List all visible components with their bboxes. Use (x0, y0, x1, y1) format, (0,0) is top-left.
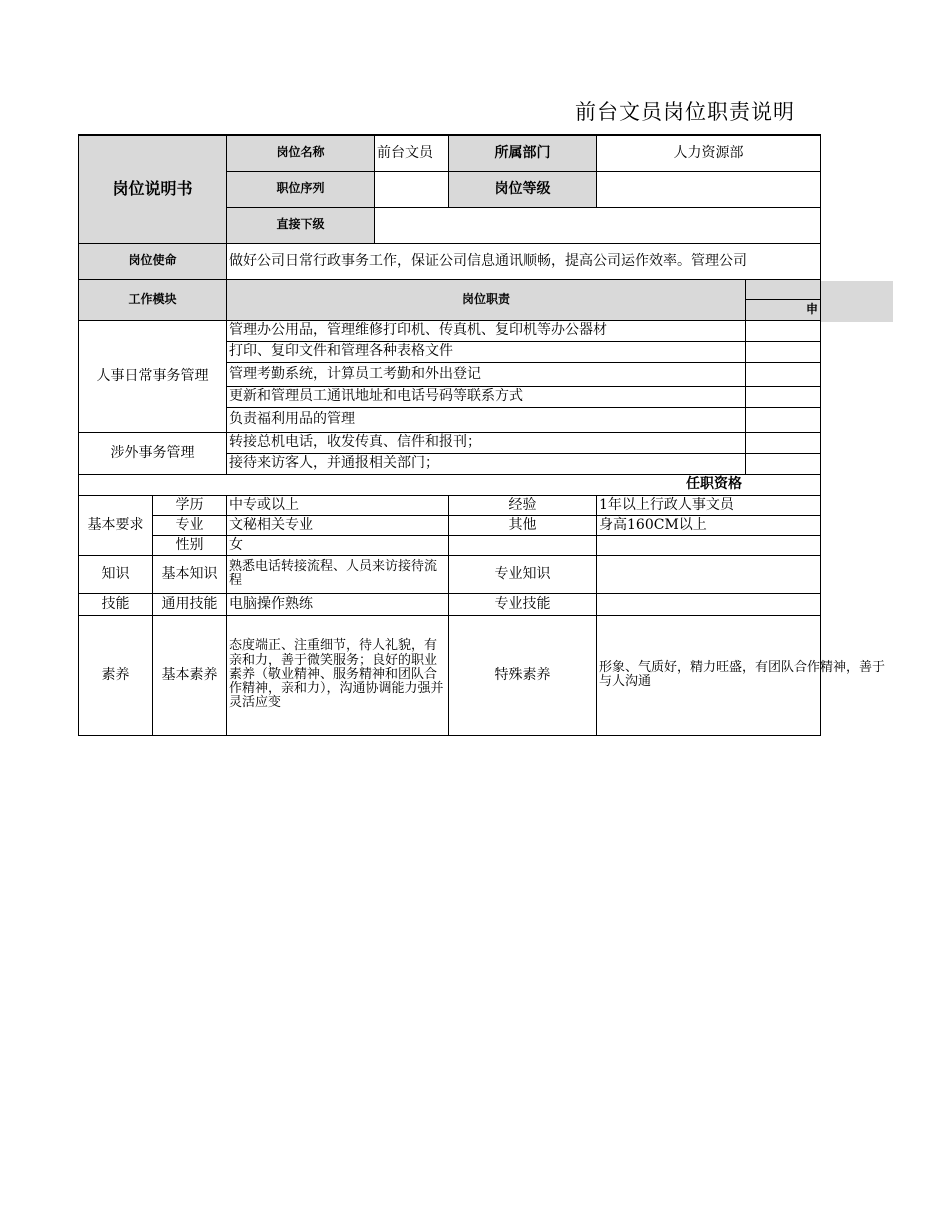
qualifications-title: 任职资格 (79, 474, 821, 495)
duty-row (79, 432, 821, 453)
duty-item: 管理办公用品，管理维修打印机、传真机、复印机等办公器材 (227, 320, 746, 341)
duty-row (79, 320, 821, 341)
offsheet-header-cell (820, 281, 893, 322)
general-skill-value: 电脑操作熟练 (227, 593, 449, 615)
other-value: 身高160CM以上 (597, 515, 821, 535)
pro-knowledge-label: 专业知识 (449, 555, 597, 593)
duty-extra-cell (746, 386, 821, 407)
basic-knowledge-value: 熟悉电话转接流程、人员来访接待流程 (227, 555, 449, 593)
department-label: 所属部门 (449, 135, 597, 171)
education-label: 学历 (153, 495, 227, 515)
duty-extra-cell (746, 320, 821, 341)
duty-item: 管理考勤系统，计算员工考勤和外出登记 (227, 362, 746, 386)
extra-header-cut: 申 (746, 299, 821, 320)
mission-text: 做好公司日常行政事务工作，保证公司信息通讯顺畅，提高公司运作效率。管理公司 (227, 243, 821, 279)
duty-extra-cell (746, 407, 821, 432)
module-header: 工作模块 (79, 279, 227, 320)
other-label: 其他 (449, 515, 597, 535)
knowledge-label: 知识 (79, 555, 153, 593)
experience-label: 经验 (449, 495, 597, 515)
knowledge-row (79, 555, 821, 593)
header-row-1 (79, 135, 821, 171)
pro-skill-value (597, 593, 821, 615)
basic-label: 基本要求 (79, 495, 153, 555)
mission-label: 岗位使命 (79, 243, 227, 279)
mission-row (79, 243, 821, 279)
basic-knowledge-label: 基本知识 (153, 555, 227, 593)
duties-header-row-1 (79, 279, 821, 299)
gender-value: 女 (227, 535, 449, 555)
duty-item: 负责福利用品的管理 (227, 407, 746, 432)
duty-item: 更新和管理员工通讯地址和电话号码等联系方式 (227, 386, 746, 407)
duty-header: 岗位职责 (227, 279, 746, 320)
grade-value (597, 171, 821, 207)
extra-header-top (746, 279, 821, 299)
duty-extra-cell (746, 341, 821, 362)
basic-quality-value: 态度端正、注重细节，待人礼貌，有亲和力，善于微笑服务；良好的职业素养（敬业精神、服务精神和团队合作精神，亲和力），沟通协调能力强并灵活应变 (227, 615, 449, 735)
general-skill-label: 通用技能 (153, 593, 227, 615)
major-value: 文秘相关专业 (227, 515, 449, 535)
duty-item: 接待来访客人，并通报相关部门； (227, 453, 746, 474)
basic-quality-label: 基本素养 (153, 615, 227, 735)
major-label: 专业 (153, 515, 227, 535)
subordinate-label: 直接下级 (227, 207, 375, 243)
position-name-label: 岗位名称 (227, 135, 375, 171)
basic-row-1 (79, 495, 821, 515)
special-quality-label: 特殊素养 (449, 615, 597, 735)
job-description-table (78, 134, 886, 736)
job-description-sheet (78, 134, 886, 744)
basic-row-3 (79, 535, 821, 555)
module-name: 涉外事务管理 (79, 432, 227, 474)
subordinate-value (375, 207, 821, 243)
gender-extra-cell (597, 535, 821, 555)
qualifications-title-row (79, 474, 821, 495)
experience-value: 1年以上行政人事文员 (597, 495, 821, 515)
book-label: 岗位说明书 (79, 135, 227, 243)
basic-row-2 (79, 515, 821, 535)
special-quality-text: 形象、气质好，精力旺盛，有团队合作精神，善于与人沟通 (599, 659, 886, 689)
pro-knowledge-value (597, 555, 821, 593)
pro-skill-label: 专业技能 (449, 593, 597, 615)
duty-item: 打印、复印文件和管理各种表格文件 (227, 341, 746, 362)
special-quality-value (597, 615, 886, 735)
quality-label: 素养 (79, 615, 153, 735)
duty-item: 转接总机电话，收发传真、信件和报刊； (227, 432, 746, 453)
position-name-value: 前台文员 (375, 135, 449, 171)
sequence-value (375, 171, 449, 207)
skill-row (79, 593, 821, 615)
department-value: 人力资源部 (597, 135, 821, 171)
quality-row (79, 615, 821, 735)
duty-extra-cell (746, 362, 821, 386)
sequence-label: 职位序列 (227, 171, 375, 207)
page-title: 前台文员岗位职责说明 (575, 100, 795, 124)
gender-label: 性别 (153, 535, 227, 555)
module-name: 人事日常事务管理 (79, 320, 227, 432)
skill-label: 技能 (79, 593, 153, 615)
grade-label: 岗位等级 (449, 171, 597, 207)
gender-extra-cell (449, 535, 597, 555)
education-value: 中专或以上 (227, 495, 449, 515)
duty-extra-cell (746, 432, 821, 453)
duty-extra-cell (746, 453, 821, 474)
